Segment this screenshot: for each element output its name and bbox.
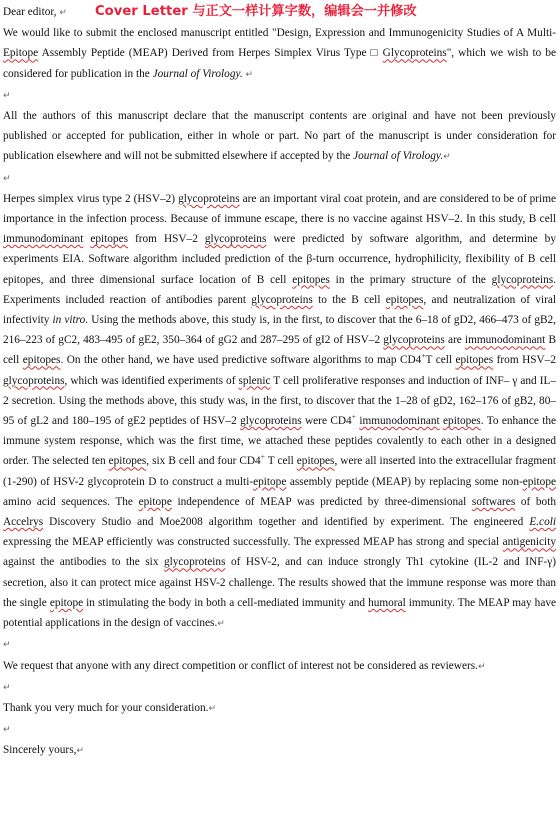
text-run: were predicted by software algorithm, and determine by experiments EIA. Software algorithm included prediction of the β-turn occurrence, hydrophilicity, flexibility of B cell epitopes, and three dimensional surface location of B cell [3, 233, 556, 286]
paragraph-mark-icon: ↵ [76, 746, 84, 757]
text-run: . Using the methods above, this study is, in the first, to discover that the 6–18 of gD2, 466–473 of gB2, 216–223 of gC2, 483–495 of gE2, 350–364 of gG2 and 287–295 of gI2 of HSV–2 [3, 314, 556, 347]
text-run: T cell [264, 455, 297, 468]
spellcheck-word: immunodominant [3, 233, 84, 246]
salutation-row [3, 2, 556, 23]
text-run: are [444, 334, 465, 347]
spellcheck-word: glycoproteins [383, 334, 445, 347]
spellcheck-word: epitopes [443, 415, 481, 428]
spellcheck-word: immunodominant [359, 415, 440, 428]
text-run: of both [515, 495, 556, 508]
text-run: from HSV–2 [128, 233, 205, 246]
empty-line [3, 634, 556, 655]
paragraph-mark-icon: ↵ [217, 619, 225, 630]
cover-letter-page [3, 2, 556, 762]
paragraph-mark-icon: ↵ [59, 8, 67, 18]
spellcheck-word: glycoproteins [240, 415, 302, 428]
text-run: Discovery Studio and Moe2008 algorithm together and identified by experiment. The engineered [43, 516, 530, 529]
text-run: independence of MEAP was predicted by three-dimensional [171, 495, 472, 508]
text-run: amino acid sequences. The [3, 495, 139, 508]
paragraph-intro [3, 23, 556, 85]
text-run: Thank you very much for your consideration. [3, 701, 209, 714]
editor-annotation: Cover Letter 与正文一样计算字数，编辑会一并修改 [95, 4, 417, 19]
paragraph-mark-icon: ↵ [3, 682, 11, 693]
spellcheck-word: humoral [368, 596, 406, 609]
spellcheck-word: Epitope [3, 47, 39, 60]
empty-line [3, 85, 556, 106]
journal-name: Journal of Virology. [353, 150, 444, 163]
spellcheck-word: epitopes [22, 354, 61, 367]
spellcheck-word: antigenicity [502, 536, 556, 549]
text-run: are an important viral coat protein, and are considered to be of prime importance in the infection process. Because of immune escape, there is no vaccine against HSV–2. In this study, B cell [3, 192, 556, 226]
paragraph-mark-icon: ↵ [443, 152, 451, 163]
text-run: , and neutralization of viral infectivity [3, 293, 557, 327]
paragraph-abstract [3, 189, 556, 634]
spellcheck-word: epitopes [108, 455, 147, 468]
spellcheck-word: epitope [253, 475, 287, 488]
superscript-plus: + [351, 412, 356, 422]
empty-line [3, 168, 556, 189]
text-run: ", which we wish to be considered for publication in the [3, 47, 556, 80]
spellcheck-word: glycoproteins [491, 273, 554, 286]
paragraph-mark-icon: ↵ [245, 69, 254, 80]
paragraph-mark-icon: ↵ [3, 90, 11, 101]
spellcheck-word: epitope [138, 495, 172, 508]
text-run: . To enhance the immune system response, which was the first time, we attached these peptides covalently to each other in a designed order. The selected ten [3, 415, 557, 468]
text-run: in the primary structure of the [329, 273, 492, 286]
spellcheck-word: Glycoproteins [382, 47, 447, 60]
text-run: , which was identified experiments of [64, 374, 239, 387]
paragraph-reviewers [3, 656, 556, 677]
spellcheck-word: epitopes [90, 233, 128, 246]
spellcheck-word: Accelrys [3, 516, 44, 529]
text-run: T cell [425, 354, 456, 367]
spellcheck-word: glycoproteins [251, 293, 313, 306]
paragraph-mark-icon: ↵ [3, 725, 11, 736]
paragraph-mark-icon: ↵ [208, 703, 217, 714]
text-run: Assembly Peptide (MEAP) Derived from Herpes Simplex Virus Type □ [38, 47, 383, 60]
text-run: , six B cell and four CD4 [146, 455, 261, 468]
text-run: B cell [3, 334, 556, 367]
text-run: We would like to submit the enclosed manuscript entitled "Design, Expression and Immunogenicity Studies of A Multi- [3, 27, 556, 40]
spellcheck-word: glycoproteins [163, 556, 226, 569]
paragraph-originality [3, 106, 556, 168]
italic-term: E.coli [529, 516, 556, 529]
spellcheck-word: epitopes [385, 293, 424, 306]
text-run: . Experiments included reaction of antibodies parent [3, 273, 556, 306]
salutation: Dear editor, [3, 6, 57, 18]
spellcheck-word: softwares [471, 495, 516, 508]
spellcheck-word: glycoproteins [178, 192, 240, 205]
paragraph-mark-icon: ↵ [3, 640, 11, 651]
text-run: T cell proliferative responses and induction of INF– γ and IL–2 secretion. Using the methods above, this study was, in the first, to discover that the 1–28 of gD2, 162–176 of gB2, 80–95 of gL2 and 180–195 of gE2 peptides of HSV–2 [3, 374, 557, 428]
spellcheck-word: epitopes [292, 273, 330, 286]
journal-name: Journal of Virology. [152, 67, 243, 80]
paragraph-closing [3, 740, 556, 761]
spellcheck-word: epitopes [296, 455, 335, 468]
text-run: , were all inserted into the extracellular fragment (1-290) of HSV-2 glycoprotein D to construct a multi- [3, 455, 556, 488]
spellcheck-word: epitopes [455, 354, 494, 367]
text-run: in stimulating the body in both a cell-mediated immunity and [83, 596, 369, 609]
text-run: of HSV-2, and can induce strongly Th1 cytokine (IL-2 and INF-γ) secretion, also it can protect mice against HSV-2 challenge. The results showed that the immune response was more than the single [3, 556, 556, 609]
empty-line [3, 719, 556, 740]
paragraph-mark-icon: ↵ [3, 173, 11, 184]
superscript-plus: + [421, 351, 426, 361]
text-run: against the antibodies to the six [3, 556, 164, 569]
text-run: All the authors of this manuscript declare that the manuscript contents are original and have not been previously published or accepted for publication, either in whole or part. No part of the manuscript is under consideration for publication elsewhere and will not be submitted elsewhere if accepted by the [3, 110, 556, 163]
superscript-plus: + [260, 452, 265, 462]
text-run: Sincerely yours, [3, 744, 77, 757]
spellcheck-word: epitope [522, 475, 556, 488]
text-run: immunity. The MEAP may have potential applications in the design of vaccines. [3, 596, 557, 630]
text-run: expressing the MEAP efficiently was constructed successfully. The expressed MEAP has strong and special [3, 536, 503, 549]
spellcheck-word: glycoproteins [3, 374, 65, 387]
italic-term: in vitro [52, 314, 86, 327]
spellcheck-word: immunodominant [464, 334, 546, 347]
text-run: . On the other hand, we have used predictive software algorithms to map CD4 [60, 354, 422, 367]
paragraph-mark-icon: ↵ [477, 661, 486, 672]
text-run: were CD4 [301, 415, 352, 428]
text-run: from HSV–2 [493, 354, 556, 367]
text-run: We request that anyone with any direct competition or conflict of interest not be considered as reviewers. [3, 659, 478, 672]
spellcheck-word: splenic [238, 374, 271, 387]
text-run: assembly peptide (MEAP) by replacing some non- [286, 475, 523, 488]
spellcheck-word: epitope [49, 596, 84, 609]
empty-line [3, 677, 556, 698]
text-run: Herpes simplex virus type 2 (HSV–2) [3, 192, 179, 205]
spellcheck-word: glycoproteins [204, 233, 267, 246]
text-run: to the B cell [312, 293, 386, 306]
paragraph-thanks [3, 698, 556, 719]
